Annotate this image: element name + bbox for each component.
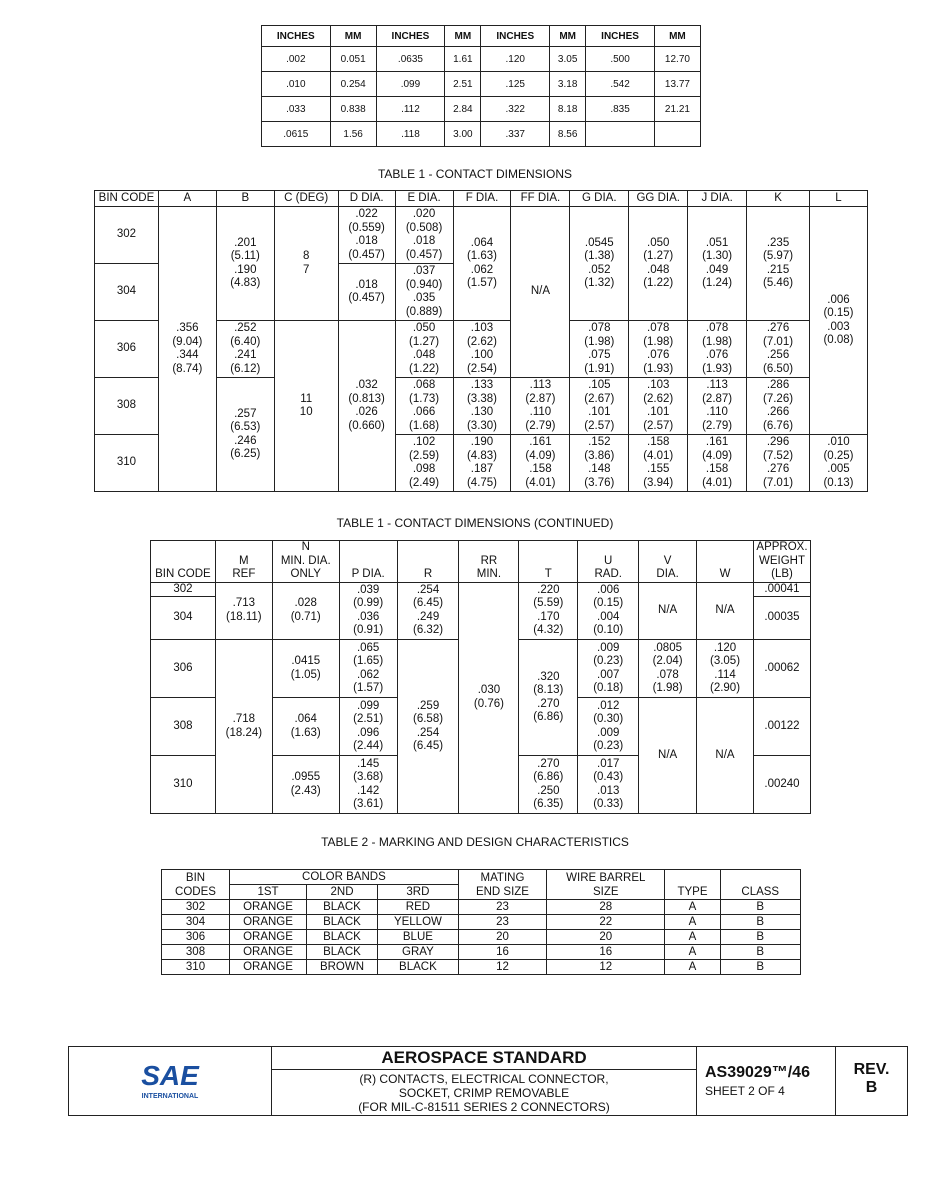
dim-c-cell: 11 10: [274, 321, 338, 492]
bin-code-cell: 308: [95, 378, 159, 435]
r-cell: .259 (6.58) .254 (6.45): [397, 640, 459, 814]
mating-end-size-cell: 23: [458, 900, 546, 915]
color-band-2nd-cell: BLACK: [307, 915, 378, 930]
conversion-cell: .002: [262, 47, 331, 72]
conversion-cell: .120: [481, 47, 550, 72]
weight-cell: .00035: [753, 597, 810, 640]
p-dia-cell: .099 (2.51) .096 (2.44): [339, 698, 397, 756]
type-cell: A: [665, 945, 720, 960]
color-band-1st-cell: ORANGE: [230, 945, 307, 960]
conversion-cell: 12.70: [654, 47, 700, 72]
table1b-header-row: [151, 541, 811, 583]
t3-header-3rd: 3RD: [378, 885, 459, 900]
conversion-cell: 13.77: [654, 72, 700, 97]
document-number: AS39029™/46: [705, 1064, 810, 1081]
n-min-dia-cell: .0955 (2.43): [272, 756, 339, 814]
table-row: [162, 915, 801, 930]
v-dia-cell: .0805 (2.04) .078 (1.98): [639, 640, 697, 698]
m-ref-cell: .718 (18.24): [215, 640, 272, 814]
color-band-2nd-cell: BROWN: [307, 960, 378, 975]
conversion-cell: .099: [376, 72, 445, 97]
n-min-dia-cell: .028 (0.71): [272, 582, 339, 640]
aerospace-standard-heading: AEROSPACE STANDARD: [272, 1047, 696, 1070]
t2-header: R: [397, 541, 459, 583]
table-row: [162, 960, 801, 975]
table2-marking: [161, 869, 801, 975]
conv-header: MM: [330, 26, 376, 47]
w-cell: N/A: [697, 582, 754, 640]
table-row: [95, 207, 868, 264]
wire-barrel-size-cell: 12: [547, 960, 665, 975]
t2-header: W: [697, 541, 754, 583]
table1-continued: [150, 540, 811, 814]
n-min-dia-cell: .064 (1.63): [272, 698, 339, 756]
conversion-cell: .542: [586, 72, 655, 97]
color-band-2nd-cell: BLACK: [307, 930, 378, 945]
bin-code-cell: 304: [162, 915, 230, 930]
table-row: [162, 930, 801, 945]
weight-cell: .00041: [753, 582, 810, 597]
conversion-cell: .112: [376, 97, 445, 122]
table-row: [151, 582, 811, 597]
t3-header-2nd: 2ND: [307, 885, 378, 900]
mating-end-size-cell: 20: [458, 930, 546, 945]
t2-header: APPROX. WEIGHT (LB): [753, 541, 810, 583]
table-row: [262, 97, 701, 122]
dim-b-cell: .201 (5.11) .190 (4.83): [216, 207, 274, 321]
class-cell: B: [720, 900, 800, 915]
t1-header: L: [809, 191, 867, 207]
dim-j-cell: .161 (4.09) .158 (4.01): [688, 435, 747, 492]
dim-ff-cell: .113 (2.87) .110 (2.79): [511, 378, 570, 435]
conversion-cell: .322: [481, 97, 550, 122]
conversion-cell: 1.61: [445, 47, 481, 72]
conv-header: INCHES: [586, 26, 655, 47]
p-dia-cell: .145 (3.68) .142 (3.61): [339, 756, 397, 814]
bin-code-cell: 310: [162, 960, 230, 975]
class-cell: B: [720, 960, 800, 975]
dim-e-cell: .050 (1.27) .048 (1.22): [395, 321, 453, 378]
dim-g-cell: .105 (2.67) .101 (2.57): [570, 378, 629, 435]
color-band-3rd-cell: RED: [378, 900, 459, 915]
weight-cell: .00062: [753, 640, 810, 698]
weight-cell: .00240: [753, 756, 810, 814]
t3-header-1st: 1ST: [230, 885, 307, 900]
conversion-cell: [586, 122, 655, 147]
table1-caption: TABLE 1 - CONTACT DIMENSIONS: [377, 167, 573, 181]
conversion-cell: 0.838: [330, 97, 376, 122]
conv-header: MM: [550, 26, 586, 47]
v-dia-cell: N/A: [639, 698, 697, 814]
dim-l-cell: .010 (0.25) .005 (0.13): [809, 435, 867, 492]
conversion-cell: 3.18: [550, 72, 586, 97]
conversion-cell: .0635: [376, 47, 445, 72]
w-cell: N/A: [697, 698, 754, 814]
t-cell: .270 (6.86) .250 (6.35): [519, 756, 578, 814]
conversion-cell: 3.00: [445, 122, 481, 147]
t2-header: T: [519, 541, 578, 583]
conversion-body: [262, 47, 701, 147]
t2-header: P DIA.: [339, 541, 397, 583]
title-cell: [272, 1047, 697, 1115]
dim-g-cell: .078 (1.98) .075 (1.91): [570, 321, 629, 378]
table1-header-row: [95, 191, 868, 207]
u-rad-cell: .009 (0.23) .007 (0.18): [578, 640, 639, 698]
u-rad-cell: .017 (0.43) .013 (0.33): [578, 756, 639, 814]
dim-l-cell: .006 (0.15) .003 (0.08): [809, 207, 867, 435]
t1-header: GG DIA.: [629, 191, 688, 207]
conversion-cell: .118: [376, 122, 445, 147]
dim-e-cell: .068 (1.73) .066 (1.68): [395, 378, 453, 435]
t1-header: J DIA.: [688, 191, 747, 207]
revision-label: REV.: [853, 1061, 890, 1078]
t1-header: G DIA.: [570, 191, 629, 207]
color-band-2nd-cell: BLACK: [307, 945, 378, 960]
bin-code-cell: 302: [95, 207, 159, 264]
bin-code-cell: 302: [162, 900, 230, 915]
table-row: [262, 122, 701, 147]
t1-header: F DIA.: [453, 191, 511, 207]
conversion-cell: .337: [481, 122, 550, 147]
dim-f-cell: .064 (1.63) .062 (1.57): [453, 207, 511, 321]
conversion-cell: .033: [262, 97, 331, 122]
dim-j-cell: .078 (1.98) .076 (1.93): [688, 321, 747, 378]
sae-logo: [69, 1047, 271, 1115]
bin-code-cell: 304: [95, 264, 159, 321]
t2-header: RR MIN.: [459, 541, 519, 583]
conversion-cell: 2.51: [445, 72, 481, 97]
t-cell: .320 (8.13) .270 (6.86): [519, 640, 578, 756]
bin-code-cell: 306: [95, 321, 159, 378]
dim-gg-cell: .050 (1.27) .048 (1.22): [629, 207, 688, 321]
conversion-cell: 8.56: [550, 122, 586, 147]
dim-b-cell: .257 (6.53) .246 (6.25): [216, 378, 274, 492]
conv-header: MM: [445, 26, 481, 47]
t3-header-type: TYPE: [665, 870, 720, 900]
conversion-cell: 1.56: [330, 122, 376, 147]
t1-header: K: [747, 191, 810, 207]
dim-f-cell: .133 (3.38) .130 (3.30): [453, 378, 511, 435]
t2-header: N MIN. DIA. ONLY: [272, 541, 339, 583]
t1-header: E DIA.: [395, 191, 453, 207]
mating-end-size-cell: 23: [458, 915, 546, 930]
wire-barrel-size-cell: 20: [547, 930, 665, 945]
color-band-3rd-cell: GRAY: [378, 945, 459, 960]
bin-code-cell: 306: [162, 930, 230, 945]
conversion-cell: 0.254: [330, 72, 376, 97]
u-rad-cell: .012 (0.30) .009 (0.23): [578, 698, 639, 756]
w-cell: .120 (3.05) .114 (2.90): [697, 640, 754, 698]
logo-cell: [69, 1047, 272, 1115]
rr-min-cell: .030 (0.76): [459, 582, 519, 814]
bin-code-cell: 304: [151, 597, 216, 640]
mating-end-size-cell: 16: [458, 945, 546, 960]
dim-a-cell: .356 (9.04) .344 (8.74): [158, 207, 216, 492]
t1-header: FF DIA.: [511, 191, 570, 207]
sae-logo-subtext: INTERNATIONAL: [141, 1093, 199, 1100]
color-band-1st-cell: ORANGE: [230, 960, 307, 975]
table-row: [162, 900, 801, 915]
dim-gg-cell: .103 (2.62) .101 (2.57): [629, 378, 688, 435]
dim-c-cell: 8 7: [274, 207, 338, 321]
t3-header-color: COLOR BANDS: [230, 870, 459, 885]
conversion-header-row: [262, 26, 701, 47]
weight-cell: .00122: [753, 698, 810, 756]
bin-code-cell: 308: [151, 698, 216, 756]
dim-e-cell: .037 (0.940) .035 (0.889): [395, 264, 453, 321]
dim-d-cell: .022 (0.559) .018 (0.457): [338, 207, 395, 264]
table2-header-row: [162, 870, 801, 885]
table2-caption: TABLE 2 - MARKING AND DESIGN CHARACTERISTICS: [321, 835, 629, 849]
conv-header: INCHES: [376, 26, 445, 47]
t2-header: BIN CODE: [151, 541, 216, 583]
class-cell: B: [720, 945, 800, 960]
sae-logo-text: SAE: [141, 1060, 199, 1091]
wire-barrel-size-cell: 28: [547, 900, 665, 915]
dim-ff-cell: N/A: [511, 207, 570, 378]
bin-code-cell: 310: [151, 756, 216, 814]
sheet-number: SHEET 2 OF 4: [705, 1084, 785, 1098]
table2-body: [162, 900, 801, 975]
dim-f-cell: .190 (4.83) .187 (4.75): [453, 435, 511, 492]
dim-k-cell: .286 (7.26) .266 (6.76): [747, 378, 810, 435]
color-band-1st-cell: ORANGE: [230, 900, 307, 915]
subtitle-line: (R) CONTACTS, ELECTRICAL CONNECTOR,: [359, 1072, 609, 1086]
type-cell: A: [665, 960, 720, 975]
conversion-cell: 21.21: [654, 97, 700, 122]
t1-header: BIN CODE: [95, 191, 159, 207]
color-band-3rd-cell: BLUE: [378, 930, 459, 945]
t2-header: U RAD.: [578, 541, 639, 583]
t-cell: .220 (5.59) .170 (4.32): [519, 582, 578, 640]
conversion-cell: [654, 122, 700, 147]
wire-barrel-size-cell: 22: [547, 915, 665, 930]
t3-header-bin: BIN CODES: [162, 870, 230, 900]
dim-k-cell: .296 (7.52) .276 (7.01): [747, 435, 810, 492]
color-band-1st-cell: ORANGE: [230, 915, 307, 930]
type-cell: A: [665, 915, 720, 930]
mating-end-size-cell: 12: [458, 960, 546, 975]
table1-continued-caption: TABLE 1 - CONTACT DIMENSIONS (CONTINUED): [336, 516, 614, 530]
t3-header-wire: WIRE BARREL SIZE: [547, 870, 665, 900]
color-band-3rd-cell: YELLOW: [378, 915, 459, 930]
t2-header: V DIA.: [639, 541, 697, 583]
t1-header: B: [216, 191, 274, 207]
color-band-1st-cell: ORANGE: [230, 930, 307, 945]
t1-header: D DIA.: [338, 191, 395, 207]
bin-code-cell: 308: [162, 945, 230, 960]
conversion-cell: .500: [586, 47, 655, 72]
dim-f-cell: .103 (2.62) .100 (2.54): [453, 321, 511, 378]
r-cell: .254 (6.45) .249 (6.32): [397, 582, 459, 640]
subtitle-line: SOCKET, CRIMP REMOVABLE: [398, 1086, 570, 1100]
wire-barrel-size-cell: 16: [547, 945, 665, 960]
revision-cell: [836, 1047, 907, 1115]
color-band-3rd-cell: BLACK: [378, 960, 459, 975]
bin-code-cell: 302: [151, 582, 216, 597]
color-band-2nd-cell: BLACK: [307, 900, 378, 915]
dim-g-cell: .152 (3.86) .148 (3.76): [570, 435, 629, 492]
table-row: [262, 47, 701, 72]
dim-k-cell: .235 (5.97) .215 (5.46): [747, 207, 810, 321]
type-cell: A: [665, 900, 720, 915]
conversion-cell: .125: [481, 72, 550, 97]
dim-gg-cell: .158 (4.01) .155 (3.94): [629, 435, 688, 492]
bin-code-cell: 310: [95, 435, 159, 492]
t1-header: C (DEG): [274, 191, 338, 207]
u-rad-cell: .006 (0.15) .004 (0.10): [578, 582, 639, 640]
conv-header: MM: [654, 26, 700, 47]
dim-j-cell: .051 (1.30) .049 (1.24): [688, 207, 747, 321]
title-block: [68, 1046, 908, 1116]
conversion-cell: 3.05: [550, 47, 586, 72]
conversion-cell: 0.051: [330, 47, 376, 72]
dim-e-cell: .020 (0.508) .018 (0.457): [395, 207, 453, 264]
table-row: [162, 945, 801, 960]
revision-value: B: [865, 1079, 878, 1096]
doc-number-cell: [697, 1047, 836, 1115]
dim-j-cell: .113 (2.87) .110 (2.79): [688, 378, 747, 435]
dim-e-cell: .102 (2.59) .098 (2.49): [395, 435, 453, 492]
m-ref-cell: .713 (18.11): [215, 582, 272, 640]
t1-header: A: [158, 191, 216, 207]
t3-header-class: CLASS: [720, 870, 800, 900]
conversion-cell: .010: [262, 72, 331, 97]
p-dia-cell: .039 (0.99) .036 (0.91): [339, 582, 397, 640]
conversion-table: [261, 25, 701, 147]
conv-header: INCHES: [481, 26, 550, 47]
dim-d-cell: .018 (0.457): [338, 264, 395, 321]
dim-g-cell: .0545 (1.38) .052 (1.32): [570, 207, 629, 321]
class-cell: B: [720, 930, 800, 945]
subtitle-line: (FOR MIL-C-81511 SERIES 2 CONNECTORS): [358, 1100, 610, 1114]
bin-code-cell: 306: [151, 640, 216, 698]
dim-gg-cell: .078 (1.98) .076 (1.93): [629, 321, 688, 378]
t2-header: M REF: [215, 541, 272, 583]
n-min-dia-cell: .0415 (1.05): [272, 640, 339, 698]
document-subtitle: [272, 1070, 696, 1114]
conversion-cell: .0615: [262, 122, 331, 147]
conversion-cell: 8.18: [550, 97, 586, 122]
dim-k-cell: .276 (7.01) .256 (6.50): [747, 321, 810, 378]
t3-header-mating: MATING END SIZE: [458, 870, 546, 900]
conversion-cell: .835: [586, 97, 655, 122]
conv-header: INCHES: [262, 26, 331, 47]
type-cell: A: [665, 930, 720, 945]
p-dia-cell: .065 (1.65) .062 (1.57): [339, 640, 397, 698]
dim-d-cell: .032 (0.813) .026 (0.660): [338, 321, 395, 492]
dim-b-cell: .252 (6.40) .241 (6.12): [216, 321, 274, 378]
table1-contact-dimensions: [94, 190, 868, 492]
table-row: [262, 72, 701, 97]
conversion-cell: 2.84: [445, 97, 481, 122]
v-dia-cell: N/A: [639, 582, 697, 640]
dim-ff-cell: .161 (4.09) .158 (4.01): [511, 435, 570, 492]
class-cell: B: [720, 915, 800, 930]
